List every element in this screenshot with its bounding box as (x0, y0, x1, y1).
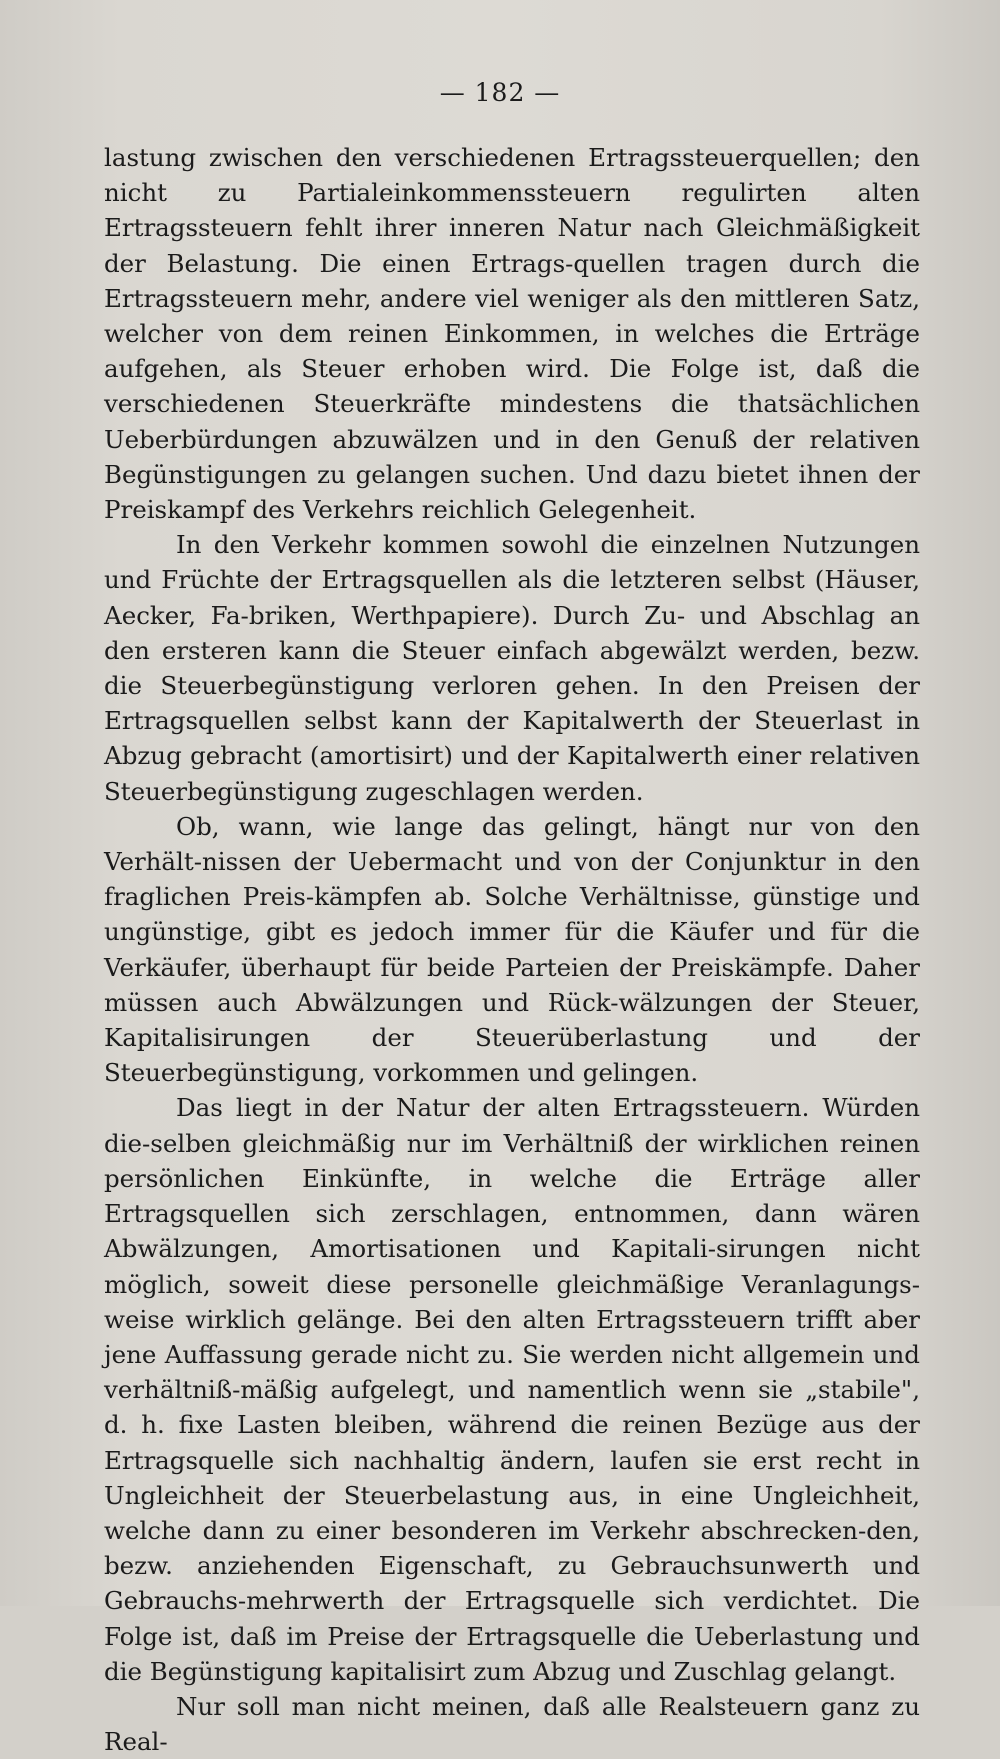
paragraph-4: Das liegt in der Natur der alten Ertragssteuern. Würden die-selben gleichmäßig nur im Verhältniß der wirklichen reinen persönlichen Einkünfte, in welche die Erträge aller Ertragsquellen sich zerschlagen, entnommen, dann wären Abwälzungen, Amortisationen und Kapitali-sirungen nicht möglich, soweit diese personelle gleichmäßige Veranlagungs-weise wirklich gelänge. Bei den alten Ertragssteuern trifft aber jene Auffassung gerade nicht zu. Sie werden nicht allgemein und verhältniß-mäßig aufgelegt, und namentlich wenn sie „stabile", d. h. fixe Lasten bleiben, während die reinen Bezüge aus der Ertragsquelle sich nachhaltig ändern, laufen sie erst recht in Ungleichheit der Steuerbelastung aus, in eine Ungleichheit, welche dann zu einer besonderen im Verkehr abschrecken-den, bezw. anziehenden Eigenschaft, zu Gebrauchsunwerth und Gebrauchs-mehrwerth der Ertragsquelle sich verdichtet. Die Folge ist, daß im Preise der Ertragsquelle die Ueberlastung und die Begünstigung kapitalisirt zum Abzug und Zuschlag gelangt. (104, 1093, 920, 1686)
paragraph-5: Nur soll man nicht meinen, daß alle Realsteuern ganz zu Real- (104, 1691, 920, 1757)
page-body (104, 140, 920, 1759)
paragraph-1: lastung zwischen den verschiedenen Ertragssteuerquellen; den nicht zu Partialeinkommenssteuern regulirten alten Ertragssteuern fehlt ihrer inneren Natur nach Gleichmäßigkeit der Belastung. Die einen Ertrags-quellen tragen durch die Ertragssteuern mehr, andere viel weniger als den mittleren Satz, welcher von dem reinen Einkommen, in welches die Erträge aufgehen, als Steuer erhoben wird. Die Folge ist, daß die verschiedenen Steuerkräfte mindestens die thatsächlichen Ueberbürdungen abzuwälzen und in den Genuß der relativen Begünstigungen zu gelangen suchen. Und dazu bietet ihnen der Preiskampf des Verkehrs reichlich Gelegenheit. (104, 143, 920, 525)
paragraph-3: Ob, wann, wie lange das gelingt, hängt nur von den Verhält-nissen der Uebermacht und von der Conjunktur in den fraglichen Preis-kämpfen ab. Solche Verhältnisse, günstige und ungünstige, gibt es jedoch immer für die Käufer und für die Verkäufer, überhaupt für beide Parteien der Preiskämpfe. Daher müssen auch Abwälzungen und Rück-wälzungen der Steuer, Kapitalisirungen der Steuerüberlastung und der Steuerbegünstigung, vorkommen und gelingen. (104, 811, 920, 1088)
paragraph-2: In den Verkehr kommen sowohl die einzelnen Nutzungen und Früchte der Ertragsquellen als die letzteren selbst (Häuser, Aecker, Fa-briken, Werthpapiere). Durch Zu- und Abschlag an den ersteren kann die Steuer einfach abgewälzt werden, bezw. die Steuerbegünstigung verloren gehen. In den Preisen der Ertragsquellen selbst kann der Kapitalwerth der Steuerlast in Abzug gebracht (amortisirt) und der Kapitalwerth einer relativen Steuerbegünstigung zugeschlagen werden. (104, 530, 920, 806)
page-number: — 182 — (439, 78, 561, 107)
